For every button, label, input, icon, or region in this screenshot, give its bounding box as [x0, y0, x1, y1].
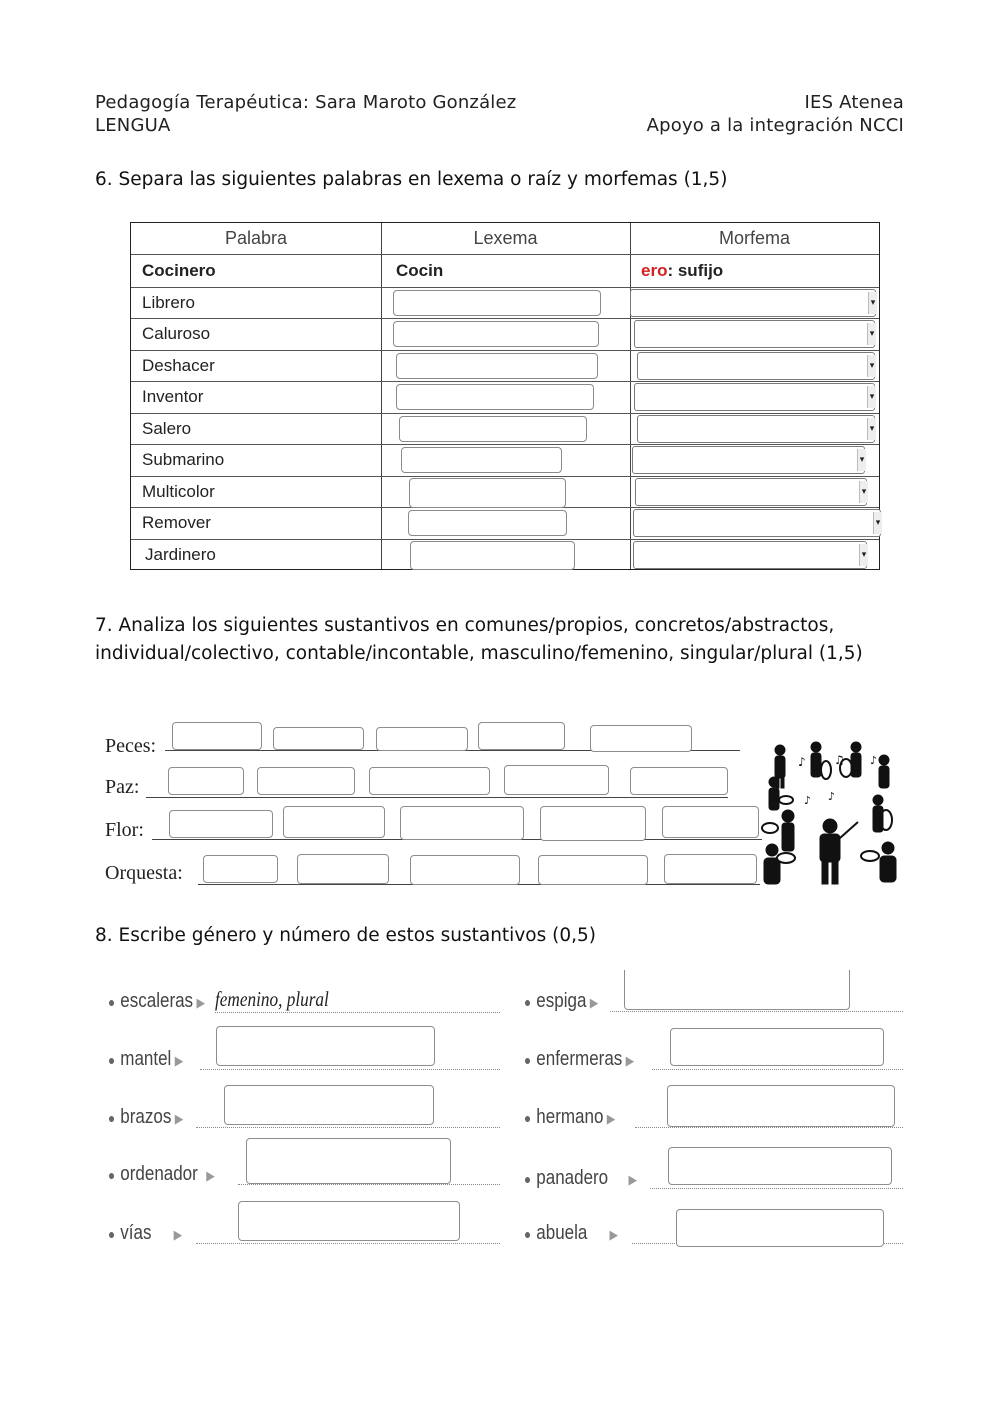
lexema-input[interactable] [396, 384, 594, 410]
svg-text:♫: ♫ [834, 753, 845, 767]
header-left-line1: Pedagogía Terapéutica: Sara Maroto González [95, 92, 517, 113]
arrow-right-icon: ▶ [606, 1111, 616, 1126]
example-morfema-suffix: ero [641, 261, 668, 281]
noun-answer-box[interactable] [504, 765, 609, 795]
column-header: Morfema [718, 227, 790, 248]
bullet-icon: ● [108, 1052, 116, 1068]
morfema-dropdown[interactable] [633, 509, 881, 537]
noun-answer-box[interactable] [297, 854, 389, 884]
dropdown-arrow-icon[interactable]: ▾ [867, 355, 876, 377]
example-morfema [641, 256, 723, 287]
noun-answer-box[interactable] [283, 806, 385, 838]
noun-label: Paz: [105, 776, 140, 798]
example-word: Cocinero [142, 261, 216, 281]
gender-number-input[interactable] [667, 1085, 895, 1127]
noun-answer-box[interactable] [369, 767, 490, 795]
morfema-dropdown[interactable] [634, 320, 875, 348]
orchestra-illustration [758, 738, 900, 886]
example-row [131, 256, 879, 288]
morfema-dropdown[interactable] [635, 478, 867, 506]
bullet-icon: ● [108, 1110, 116, 1126]
table-row [131, 288, 879, 320]
svg-text:♪: ♪ [804, 794, 812, 807]
arrow-right-icon: ▶ [196, 995, 205, 1010]
noun-label: Flor: [105, 819, 144, 841]
bullet-icon: ● [524, 1052, 532, 1068]
lexema-input[interactable] [409, 478, 566, 508]
answer-line [146, 797, 728, 798]
word-label: Jardinero [145, 545, 216, 565]
arrow-right-icon: ▶ [206, 1168, 215, 1183]
noun-label: Peces: [105, 735, 157, 757]
noun-word: panadero [536, 1167, 609, 1189]
noun-answer-box[interactable] [400, 806, 524, 840]
noun-word: abuela [536, 1222, 588, 1244]
noun-item [524, 1222, 618, 1245]
bullet-icon: ● [524, 1171, 532, 1187]
dotted-line [196, 1243, 500, 1244]
gender-number-input[interactable] [670, 1028, 884, 1066]
noun-word: brazos [120, 1106, 172, 1128]
arrow-right-icon: ▶ [628, 1172, 638, 1187]
svg-text:♪: ♪ [798, 755, 806, 769]
dotted-line [635, 1127, 903, 1128]
noun-answer-box[interactable] [662, 806, 759, 838]
lexema-input[interactable] [396, 353, 598, 379]
lexema-input[interactable] [393, 321, 599, 347]
column-header: Lexema [473, 227, 538, 248]
table-row [131, 445, 879, 477]
gender-number-input[interactable] [624, 970, 850, 1010]
table-row [131, 351, 879, 383]
word-label: Remover [142, 513, 211, 533]
example-lexema: Cocin [396, 261, 444, 281]
section6-title: 6. Separa las siguientes palabras en lexema o raíz y morfemas (1,5) [95, 169, 728, 190]
section7-title-line2: individual/colectivo, contable/incontable, masculino/femenino, singular/plural (1,5) [95, 643, 863, 664]
table-row [131, 477, 879, 509]
dotted-line [238, 1184, 500, 1185]
noun-word: ordenador [120, 1163, 198, 1185]
dropdown-arrow-icon[interactable]: ▾ [859, 544, 868, 566]
dropdown-arrow-icon[interactable]: ▾ [867, 418, 876, 440]
header-right-line1: IES Atenea [804, 92, 904, 113]
gender-number-input[interactable] [216, 1026, 435, 1066]
table-row [131, 319, 879, 351]
noun-word: mantel [120, 1048, 172, 1070]
noun-item [524, 990, 598, 1013]
noun-word: vías [120, 1222, 152, 1244]
dotted-line [652, 1069, 903, 1070]
header-left-line2: LENGUA [95, 115, 171, 136]
noun-item [108, 1222, 182, 1245]
noun-answer-box[interactable] [257, 767, 355, 795]
noun-answer-box[interactable] [478, 722, 565, 750]
noun-answer-box[interactable] [168, 767, 244, 795]
section7-title-line1: 7. Analiza los siguientes sustantivos en comunes/propios, concretos/abstractos, [95, 615, 835, 636]
morpheme-table [130, 222, 880, 570]
noun-item [108, 1048, 183, 1071]
noun-word: espiga [536, 990, 587, 1012]
dropdown-arrow-icon[interactable]: ▾ [868, 292, 877, 314]
noun-item [108, 990, 205, 1013]
dropdown-arrow-icon[interactable]: ▾ [859, 481, 868, 503]
noun-answer-box[interactable] [203, 855, 278, 883]
dotted-line [196, 1127, 500, 1128]
word-label: Caluroso [142, 324, 211, 344]
noun-item [524, 1167, 637, 1190]
arrow-right-icon: ▶ [174, 1111, 184, 1126]
noun-answer-box[interactable] [169, 810, 273, 838]
section8-title: 8. Escribe género y número de estos sustantivos (0,5) [95, 925, 596, 946]
noun-answer-box[interactable] [273, 727, 364, 750]
arrow-right-icon: ▶ [173, 1227, 183, 1242]
lexema-input[interactable] [401, 447, 562, 473]
lexema-input[interactable] [399, 416, 587, 442]
noun-word: hermano [536, 1106, 604, 1128]
noun-answer-box[interactable] [410, 855, 520, 885]
noun-item [524, 1106, 615, 1129]
dotted-line [215, 1012, 500, 1013]
lexema-input[interactable] [393, 290, 601, 316]
table-row [131, 508, 879, 540]
noun-answer-box[interactable] [538, 855, 648, 885]
gender-number-input[interactable] [668, 1147, 892, 1185]
lexema-input[interactable] [408, 510, 567, 536]
word-label: Salero [142, 418, 192, 438]
bullet-icon: ● [524, 1110, 532, 1126]
example-answer: femenino, plural [215, 987, 329, 1011]
noun-answer-box[interactable] [376, 727, 468, 751]
table-row [131, 382, 879, 414]
noun-word: enfermeras [536, 1048, 623, 1070]
lexema-input[interactable] [410, 541, 575, 570]
dropdown-arrow-icon[interactable]: ▾ [867, 323, 876, 345]
morfema-dropdown[interactable] [633, 541, 867, 569]
morfema-dropdown[interactable] [637, 415, 875, 443]
svg-text:♪: ♪ [870, 754, 878, 767]
morfema-dropdown[interactable] [637, 352, 875, 380]
gender-number-input[interactable] [676, 1209, 884, 1247]
word-label: Submarino [142, 450, 225, 470]
gender-number-input[interactable] [238, 1201, 460, 1241]
svg-text:♪: ♪ [828, 790, 836, 803]
morfema-dropdown[interactable] [630, 289, 876, 317]
word-label: Librero [142, 292, 195, 312]
word-label: Multicolor [142, 481, 215, 501]
noun-answer-box[interactable] [630, 767, 728, 795]
dropdown-arrow-icon[interactable]: ▾ [873, 512, 882, 534]
noun-answer-box[interactable] [172, 722, 262, 750]
table-header-row [131, 223, 879, 255]
dotted-line [610, 1011, 903, 1012]
bullet-icon: ● [524, 1226, 532, 1242]
dropdown-arrow-icon[interactable]: ▾ [867, 386, 876, 408]
noun-answer-box[interactable] [664, 854, 757, 884]
column-header: Palabra [224, 227, 288, 248]
morfema-dropdown[interactable] [632, 446, 865, 474]
word-label: Deshacer [142, 355, 215, 375]
word-label: Inventor [142, 387, 204, 407]
table-row [131, 540, 879, 572]
bullet-icon: ● [524, 994, 532, 1010]
noun-item [524, 1048, 634, 1071]
noun-item [108, 1163, 215, 1186]
gender-number-input[interactable] [224, 1085, 434, 1125]
arrow-right-icon: ▶ [625, 1053, 635, 1068]
dropdown-arrow-icon[interactable]: ▾ [857, 449, 866, 471]
arrow-right-icon: ▶ [609, 1227, 618, 1242]
gender-number-input[interactable] [246, 1138, 451, 1184]
morfema-dropdown[interactable] [634, 383, 875, 411]
noun-item [108, 1106, 183, 1129]
arrow-right-icon: ▶ [589, 995, 599, 1010]
dotted-line [650, 1188, 903, 1189]
table-row [131, 414, 879, 446]
example-morfema-type: : sufijo [667, 261, 724, 281]
noun-answer-box[interactable] [590, 725, 692, 752]
header-right-line2: Apoyo a la integración NCCI [646, 115, 904, 136]
noun-word: escaleras [120, 990, 194, 1012]
bullet-icon: ● [108, 994, 116, 1010]
bullet-icon: ● [108, 1226, 116, 1242]
bullet-icon: ● [108, 1167, 116, 1183]
dotted-line [200, 1069, 500, 1070]
noun-label: Orquesta: [105, 862, 183, 884]
arrow-right-icon: ▶ [174, 1053, 184, 1068]
noun-answer-box[interactable] [540, 806, 646, 841]
